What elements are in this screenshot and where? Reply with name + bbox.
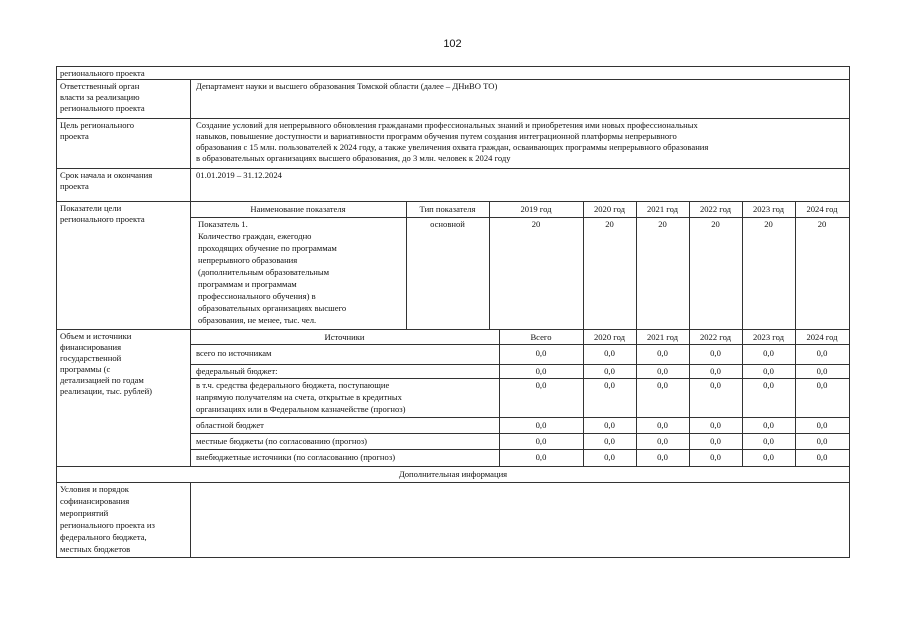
financing-value: 0,0 [763, 420, 774, 430]
indicator-name-line: (дополнительным образовательным [198, 267, 330, 277]
indicator-value: 20 [817, 219, 827, 229]
financing-value: 0,0 [763, 380, 774, 390]
financing-value: 0,0 [710, 452, 721, 462]
goal-value-line: Создание условий для непрерывного обновления гражданами профессиональных знаний и приобретения ими новых профессиональных [196, 120, 698, 130]
indicators-header-name: Наименование показателя [250, 204, 346, 214]
page-number: 102 [443, 38, 462, 50]
financing-label-line: государственной [60, 353, 122, 363]
indicator-type: основной [430, 219, 465, 229]
financing-value: 0,0 [604, 380, 615, 390]
term-label-line: Срок начала и окончания [60, 170, 153, 180]
financing-value: 0,0 [763, 366, 774, 376]
financing-value: 0,0 [535, 366, 547, 376]
indicator-name-line: проходящих обучение по программам [198, 243, 337, 253]
financing-value: 0,0 [535, 452, 547, 462]
financing-value: 0,0 [657, 366, 668, 376]
financing-header-total: Всего [530, 332, 552, 342]
financing-value: 0,0 [535, 436, 547, 446]
financing-header-year: 2024 год [806, 332, 838, 342]
financing-label-line: финансирования [60, 342, 122, 352]
responsible-label-line: регионального проекта [60, 103, 145, 113]
financing-value: 0,0 [657, 452, 668, 462]
financing-label-line: детализацией по годам [60, 375, 144, 385]
indicator-name-line: Показатель 1. [198, 219, 248, 229]
financing-header-sources: Источники [324, 332, 365, 342]
indicators-header-year: 2022 год [699, 204, 732, 214]
cofinancing-label-line: федерального бюджета, [60, 532, 147, 542]
row-border [56, 168, 850, 169]
indicator-name-line: Количество граждан, ежегодно [198, 231, 312, 241]
term-value: 01.01.2019 – 31.12.2024 [196, 170, 282, 180]
goal-label-line: Цель регионального [60, 120, 135, 130]
financing-value: 0,0 [710, 420, 721, 430]
financing-value: 0,0 [763, 348, 774, 358]
row-border [56, 118, 850, 119]
indicator-value: 20 [658, 219, 667, 229]
financing-value: 0,0 [763, 436, 774, 446]
financing-row-name: всего по источникам [196, 348, 272, 358]
row-border [190, 364, 850, 365]
indicators-header-type: Тип показателя [419, 204, 476, 214]
financing-header-year: 2022 год [699, 332, 732, 342]
cofinancing-label-line: местных бюджетов [60, 544, 131, 554]
financing-value: 0,0 [657, 436, 668, 446]
responsible-value: Департамент науки и высшего образования Томской области (далее – ДНиВО ТО) [196, 81, 498, 91]
term-label-line: проекта [60, 181, 89, 191]
indicator-name-line: образовательных организациях высшего [198, 303, 347, 313]
col-border [849, 66, 850, 558]
financing-row-name: напрямую получателям на счета, открытые в кредитных [196, 392, 402, 402]
financing-value: 0,0 [604, 348, 615, 358]
financing-header-year: 2020 год [593, 332, 626, 342]
row-border [190, 449, 850, 450]
financing-value: 0,0 [535, 380, 547, 390]
cofinancing-label-line: Условия и порядок [60, 484, 129, 494]
cofinancing-label-line: регионального проекта из [60, 520, 155, 530]
financing-header-year: 2023 год [752, 332, 785, 342]
financing-value: 0,0 [816, 348, 828, 358]
financing-header-year: 2021 год [646, 332, 679, 342]
indicator-value: 20 [764, 219, 773, 229]
col-border [56, 66, 57, 558]
responsible-label-line: власти за реализацию [60, 92, 140, 102]
financing-value: 0,0 [604, 366, 615, 376]
indicators-header-year: 2024 год [806, 204, 838, 214]
financing-value: 0,0 [816, 366, 828, 376]
financing-value: 0,0 [535, 348, 547, 358]
row-border [190, 417, 850, 418]
financing-row-name: местные бюджеты (по согласованию (прогноз) [196, 436, 367, 446]
indicators-label-line: Показатели цели [60, 203, 122, 213]
indicator-value: 20 [605, 219, 614, 229]
row-border [190, 378, 850, 379]
financing-value: 0,0 [657, 420, 668, 430]
cofinancing-label-line: мероприятий [60, 508, 109, 518]
indicator-name-line: образования, не менее, тыс. чел. [198, 315, 317, 325]
indicator-value: 20 [531, 219, 541, 229]
financing-row-name: внебюджетные источники (по согласованию (прогноз) [196, 452, 396, 462]
goal-value-line: навыков, повышение доступности и вариативности программ обучения путем создания интеграционной платформы непрерывного [196, 131, 677, 141]
financing-value: 0,0 [816, 380, 828, 390]
row-border [190, 344, 850, 345]
row-border [56, 557, 850, 558]
indicators-header-year: 2020 год [593, 204, 626, 214]
indicator-name-line: профессионального обучения) в [198, 291, 316, 301]
indicators-label-line: регионального проекта [60, 214, 145, 224]
indicator-value: 20 [711, 219, 720, 229]
financing-value: 0,0 [710, 380, 721, 390]
financing-label-line: реализации, тыс. рублей) [60, 386, 153, 396]
goal-label-line: проекта [60, 131, 89, 141]
indicator-name-line: программам и программам [198, 279, 297, 289]
financing-value: 0,0 [710, 348, 721, 358]
financing-value: 0,0 [816, 436, 828, 446]
financing-row-name: областной бюджет [196, 420, 264, 430]
financing-label-line: программы (с [60, 364, 111, 374]
financing-value: 0,0 [710, 366, 721, 376]
financing-label-line: Объем и источники [60, 331, 132, 341]
financing-row-name: в т.ч. средства федерального бюджета, поступающие [196, 380, 390, 390]
financing-value: 0,0 [535, 420, 547, 430]
row-border [56, 329, 850, 330]
row-border [56, 466, 850, 467]
cofinancing-label-line: софинансирования [60, 496, 130, 506]
row-border [56, 482, 850, 483]
responsible-label-line: Ответственный орган [60, 81, 140, 91]
row-border [190, 433, 850, 434]
financing-value: 0,0 [657, 380, 668, 390]
financing-value: 0,0 [657, 348, 668, 358]
project-passport-table [56, 66, 850, 558]
financing-value: 0,0 [604, 420, 615, 430]
financing-value: 0,0 [710, 436, 721, 446]
financing-value: 0,0 [604, 436, 615, 446]
goal-value-line: образования с 15 млн. пользователей к 2024 году, а также увеличения охвата граждан, осваивающих программы непрерывного образования [196, 142, 709, 152]
indicators-header-year: 2021 год [646, 204, 679, 214]
row-border [56, 66, 850, 67]
financing-value: 0,0 [816, 452, 828, 462]
indicators-header-year: 2019 год [520, 204, 552, 214]
financing-row-name: организациях или в Федеральном казначействе (прогноз) [196, 404, 406, 414]
financing-row-name: федеральный бюджет: [196, 366, 278, 376]
additional-info-header: Дополнительная информация [398, 469, 508, 479]
financing-value: 0,0 [763, 452, 774, 462]
row-border [56, 79, 850, 80]
indicators-header-year: 2023 год [752, 204, 785, 214]
financing-value: 0,0 [604, 452, 615, 462]
col-border [190, 79, 191, 466]
indicator-name-line: непрерывного образования [198, 255, 298, 265]
financing-value: 0,0 [816, 420, 828, 430]
row-border [56, 201, 850, 202]
col-border [190, 482, 191, 557]
project-continuation-label: регионального проекта [60, 68, 145, 78]
row-border [190, 217, 850, 218]
goal-value-line: в образовательных организациях высшего образования, до 3 млн. человек к 2024 году [196, 153, 511, 163]
